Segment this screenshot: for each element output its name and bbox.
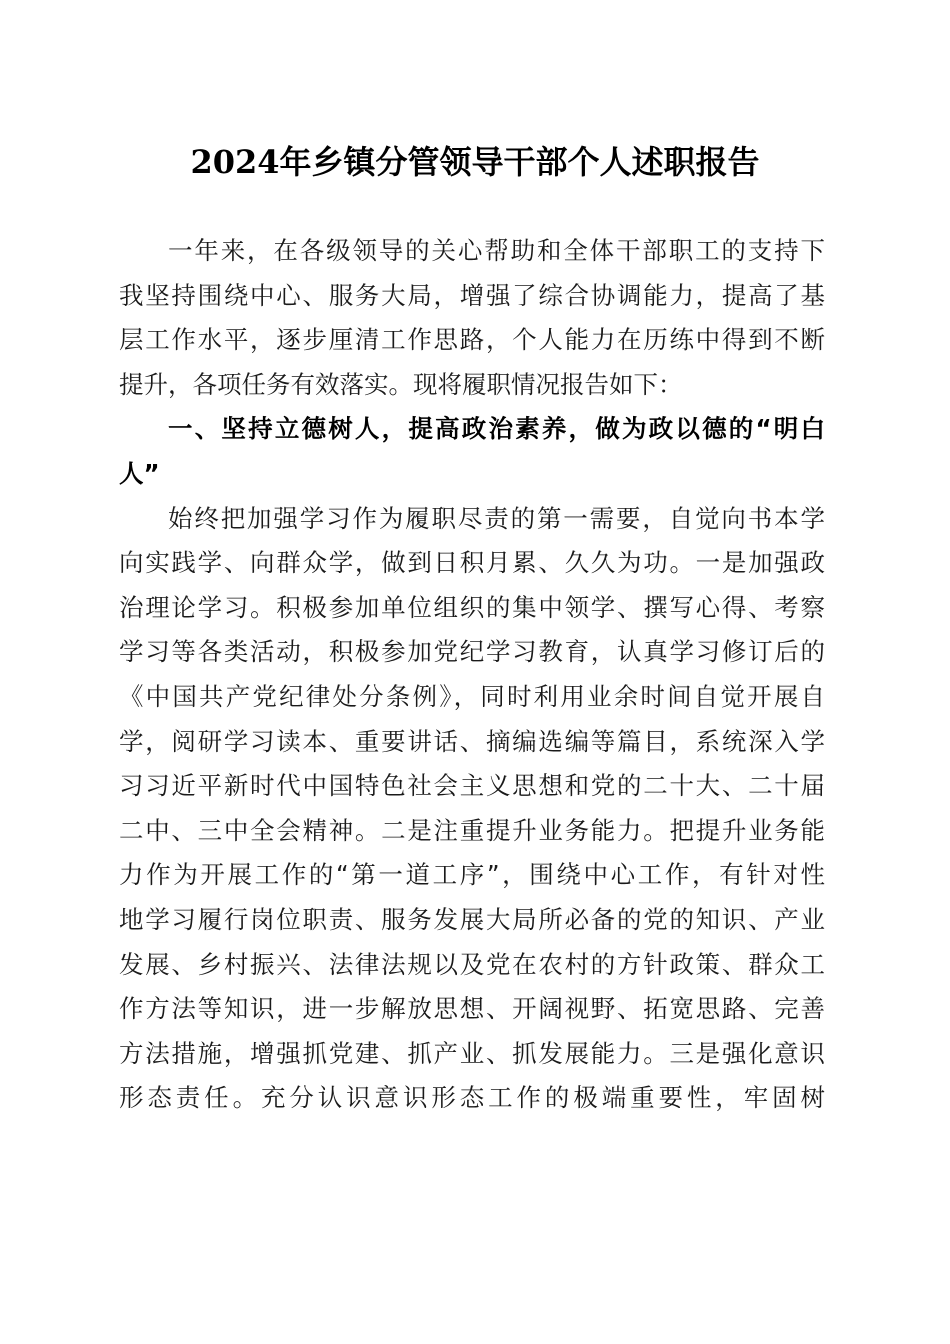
intro-line-4: 提升，各项任务有效落实。现将履职情况报告如下： [119, 369, 683, 399]
document-body [119, 229, 825, 1121]
section-1-heading-line-2: 人” [119, 458, 160, 488]
section-1-line-1: 始终把加强学习作为履职尽责的第一需要，自觉向书本学 [168, 503, 825, 533]
section-1-line-9: 力作为开展工作的“第一道工序”，围绕中心工作，有针对性 [119, 860, 825, 890]
section-1-heading [119, 407, 825, 496]
intro-line-3: 层工作水平，逐步厘清工作思路，个人能力在历练中得到不断 [119, 325, 825, 355]
intro-line-1: 一年来，在各级领导的关心帮助和全体干部职工的支持下 [168, 236, 825, 265]
document-title: 2024年乡镇分管领导干部个人述职报告 [190, 143, 760, 181]
section-1-line-6: 学，阅研学习读本、重要讲话、摘编选编等篇目，系统深入学 [119, 726, 825, 756]
section-1-line-11: 发展、乡村振兴、法律法规以及党在农村的方针政策、群众工 [119, 949, 825, 979]
section-1-line-7: 习习近平新时代中国特色社会主义思想和党的二十大、二十届 [119, 771, 825, 801]
section-1-line-8: 二中、三中全会精神。二是注重提升业务能力。把提升业务能 [119, 815, 825, 845]
section-1-line-12: 作方法等知识，进一步解放思想、开阔视野、拓宽思路、完善 [119, 994, 825, 1024]
section-1-line-2: 向实践学、向群众学，做到日积月累、久久为功。一是加强政 [119, 548, 825, 578]
section-1-line-4: 学习等各类活动，积极参加党纪学习教育，认真学习修订后的 [119, 637, 825, 667]
section-1-heading-line-1: 一、坚持立德树人，提高政治素养，做为政以德的“明白 [168, 414, 825, 444]
intro-line-2: 我坚持围绕中心、服务大局，增强了综合协调能力，提高了基 [119, 280, 825, 310]
intro-paragraph [119, 229, 825, 407]
section-1-line-3: 治理论学习。积极参加单位组织的集中领学、撰写心得、考察 [119, 592, 825, 622]
section-1-line-5: 《中国共产党纪律处分条例》，同时利用业余时间自觉开展自 [119, 681, 825, 711]
section-1-paragraph [119, 497, 825, 1121]
section-1-line-14: 形态责任。充分认识意识形态工作的极端重要性，牢固树 [119, 1083, 825, 1113]
section-1-line-10: 地学习履行岗位职责、服务发展大局所必备的党的知识、产业 [119, 904, 825, 934]
section-1-line-13: 方法措施，增强抓党建、抓产业、抓发展能力。三是强化意识 [119, 1038, 825, 1068]
